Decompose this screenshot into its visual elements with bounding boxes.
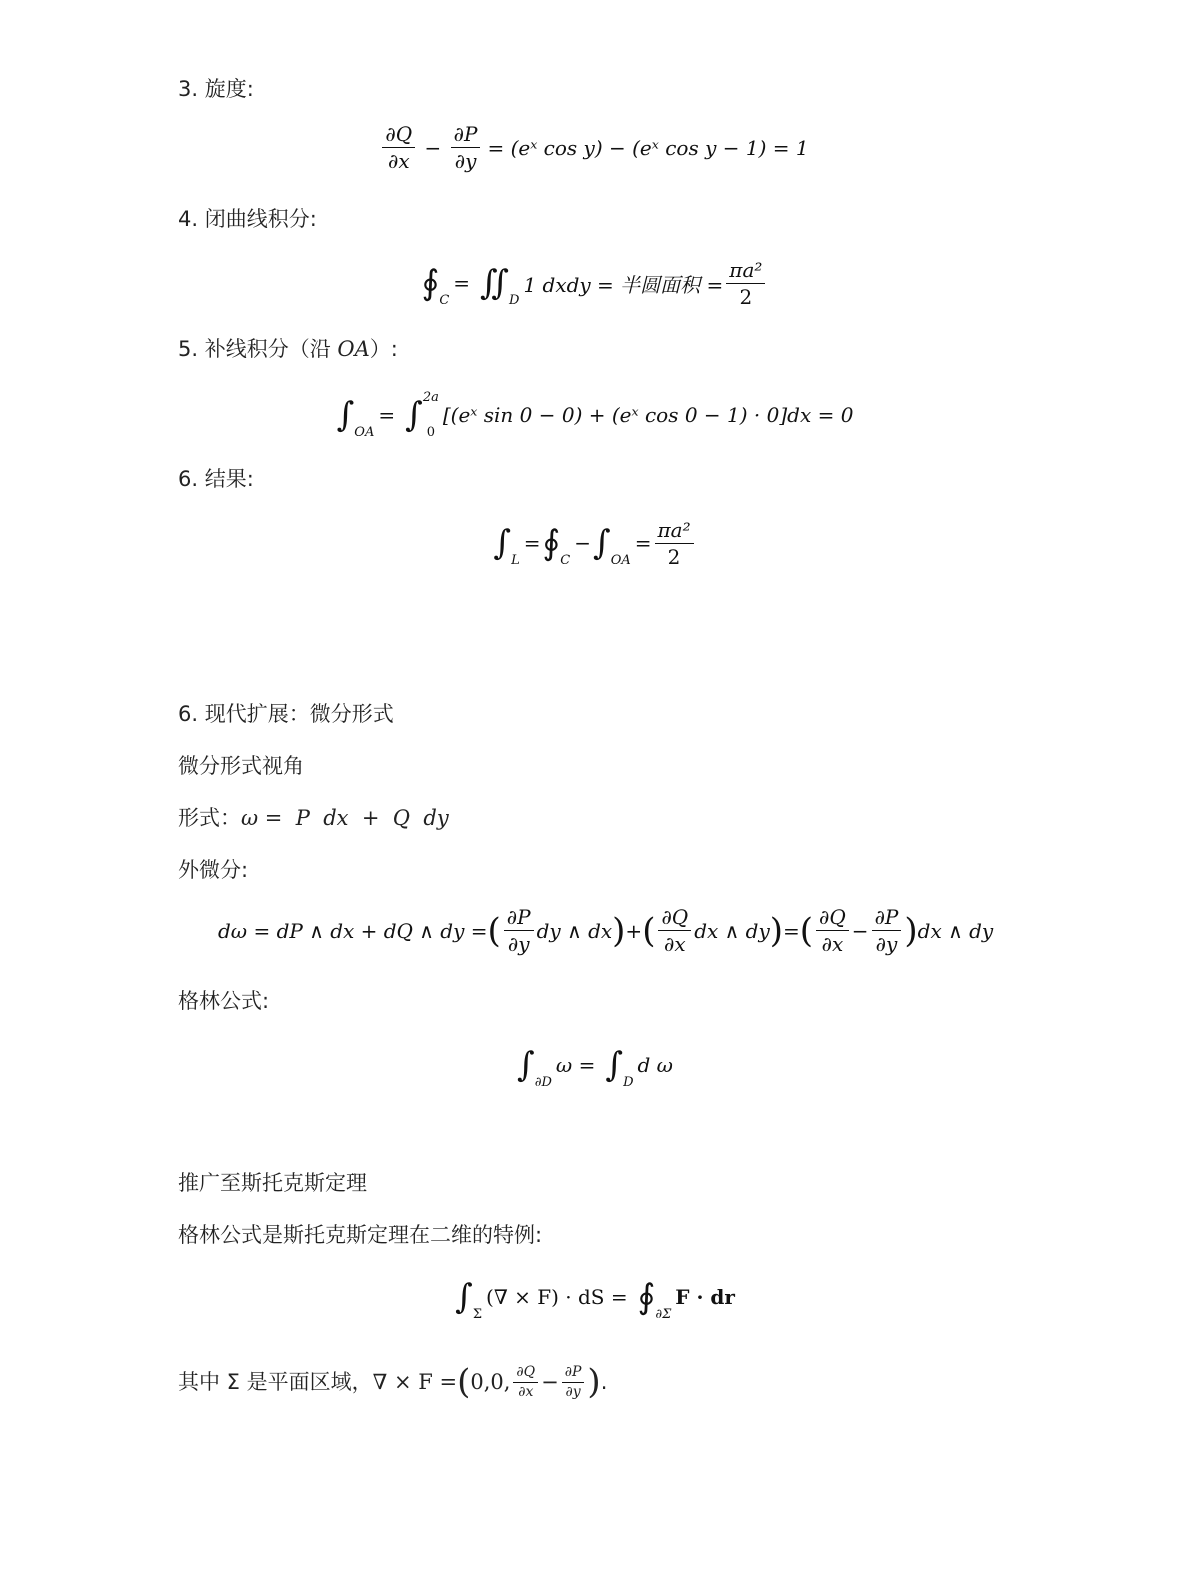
curl-rhs: = (eˣ cos y) − (eˣ cos y − 1) = 1	[487, 135, 809, 160]
integral-sign: ∫	[517, 1045, 535, 1085]
green-formula-equation: ∫ ∂D ω = ∫ D d ω	[517, 1045, 673, 1090]
dp-dy-fraction: $\frac{\partial P}{\partial y}$	[451, 123, 481, 172]
stokes-theorem-description: 格林公式是斯托克斯定理在二维的特例:	[178, 1223, 543, 1247]
definite-integral-sign: ∫	[405, 395, 423, 435]
section-result-heading: 6. 结果:	[178, 467, 254, 491]
contour-integral-sign: ∮	[542, 523, 561, 563]
stokes-equation: ∫ Σ (∇ × F) · dS = ∮ ∂Σ F · dr	[455, 1277, 735, 1322]
final-note: 其中 Σ 是平面区域， ∇ × F = ( 0,0, $\frac{\partial Q}{\partial x}$ − $\frac{\partial P}{\partial y}$ ) .	[178, 1362, 608, 1402]
integral-sign: ∫	[455, 1277, 473, 1317]
integral-sign: ∫	[493, 523, 512, 563]
supplement-integrand: [(eˣ sin 0 − 0) + (eˣ cos 0 − 1) · 0]dx = 0	[442, 403, 854, 427]
pi-a2-over-2-fraction: $\frac{\text{πa²}}{2}$	[726, 259, 765, 308]
section-supplement-heading: 5. 补线积分（沿 OA）:	[178, 337, 398, 361]
dq-dx-fraction: $\frac{\partial Q}{\partial x}$	[382, 123, 415, 172]
form-definition: 形式：ω = P dx + Q dy	[178, 806, 449, 830]
integral-sign: ∫	[592, 523, 611, 563]
section-modern-extension-heading: 6. 现代扩展：微分形式	[178, 702, 394, 726]
result-fraction: $\frac{\text{πa²}}{2}$	[655, 519, 694, 568]
result-equation: ∫ L = ∮ C − ∫ OA = $\frac{\text{πa²}}{2}$	[0, 518, 1188, 568]
exterior-derivative-equation: dω = dP ∧ dx + dQ ∧ dy = ( $\frac{\partial P}{\partial y}$ dy ∧ dx ) + ( $\frac{\partial Q}{\partial x}$ dx ∧ dy ) = ( $\frac{\partial Q}{\partial x}$ − $\frac{\partial P}{\partial y}$ ) dx ∧ dy	[218, 905, 994, 956]
stokes-theorem-title: 推广至斯托克斯定理	[178, 1171, 367, 1195]
closed-integral-middle: 1 dxdy = 半圆面积 =	[523, 272, 724, 297]
differential-form-view-title: 微分形式视角	[178, 754, 304, 778]
closed-integral-equation: ∮ C = ∬ D 1 dxdy = 半圆面积 = $\frac{\text{πa²}}{2}$	[0, 258, 1188, 308]
supplement-integral-equation: ∫ OA = ∫ 2a 0 [(eˣ sin 0 − 0) + (eˣ cos 0 − 1) · 0]dx = 0	[336, 390, 854, 440]
contour-integral-sign: ∮	[421, 263, 440, 303]
green-formula-label: 格林公式:	[178, 989, 270, 1013]
integral-sign: ∫	[336, 395, 355, 435]
double-integral-sign: ∬	[480, 263, 509, 303]
curl-equation: $\frac{\partial Q}{\partial x}$ − $\frac{\partial P}{\partial y}$ = (eˣ cos y) − (eˣ cos y − 1) = 1	[0, 122, 1188, 172]
section-closed-integral-heading: 4. 闭曲线积分:	[178, 207, 317, 231]
integral-sign: ∫	[605, 1045, 624, 1085]
section-curl-heading: 3. 旋度:	[178, 77, 254, 101]
contour-integral-sign: ∮	[637, 1277, 656, 1317]
exterior-derivative-label: 外微分:	[178, 858, 249, 882]
